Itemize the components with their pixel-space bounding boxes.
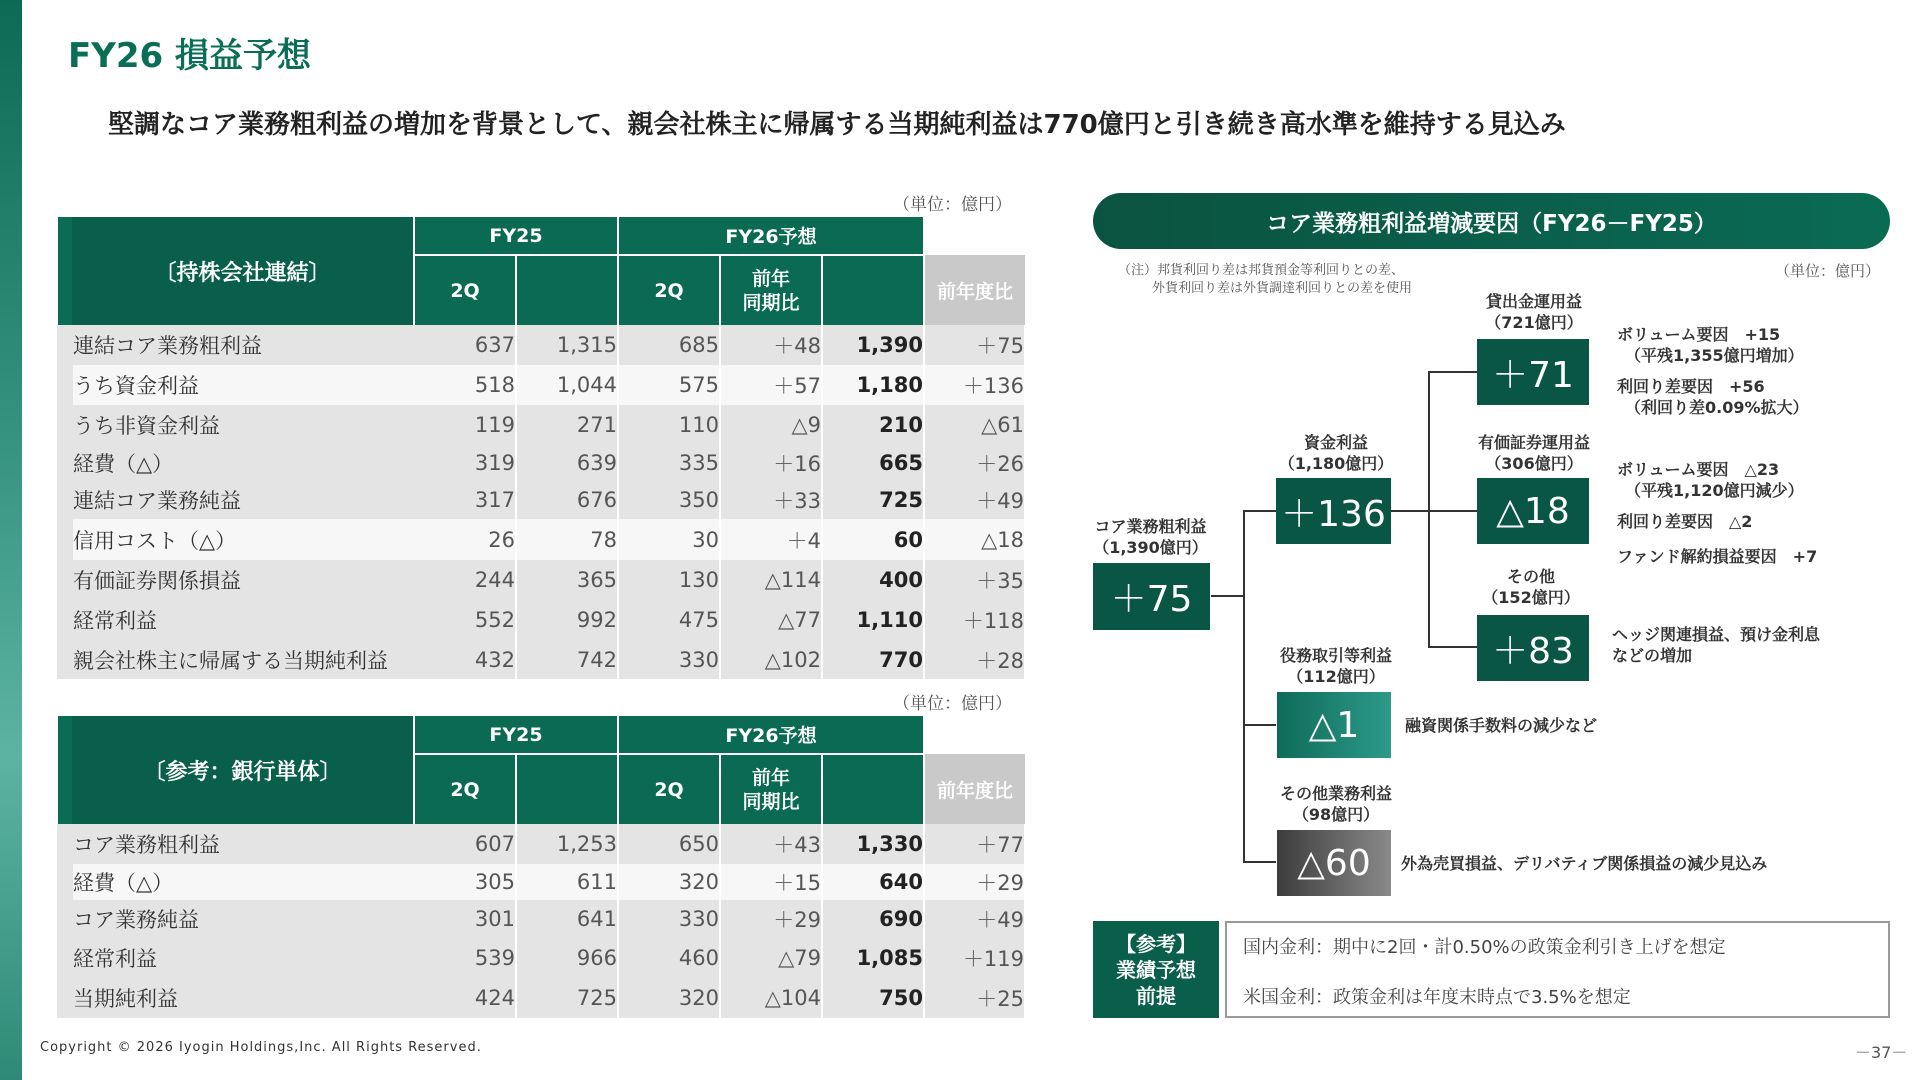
cell-fy26-yoy-half: ＋15 [720,864,822,900]
cell-fy25-2q: 539 [414,938,516,978]
reference-line-us: 米国金利：政策金利は年度末時点で3.5%を想定 [1243,987,1631,1008]
cell-fy26-2q: 110 [618,405,720,445]
securities-label: 有価証券運用益 （306億円） [1477,433,1590,473]
cell-fy26-yoy: ＋35 [924,560,1025,600]
cell-fy26-full: 665 [822,445,924,481]
cell-fy25-full: 1,044 [516,365,618,405]
reference-line-domestic: 国内金利：期中に2回・計0.50%の政策金利引き上げを想定 [1243,937,1726,958]
cell-fy26-2q: 335 [618,445,720,481]
cell-fy26-full: 1,330 [822,824,924,864]
row-label: 連結コア業務純益 [65,481,414,519]
col-2q: 2Q [414,754,516,824]
connector-line [1428,371,1477,373]
cell-fy25-full: 611 [516,864,618,900]
cell-fy26-yoy-half: △79 [720,938,822,978]
misc-value-box: △60 [1277,830,1391,896]
connector-line [1211,595,1245,597]
row-label: 当期純利益 [65,978,414,1018]
page-title: FY26 損益予想 [68,36,311,76]
cell-fy26-2q: 685 [618,325,720,365]
connector-line [1243,724,1276,726]
cell-fy26-yoy: ＋25 [924,978,1025,1018]
cell-fy25-2q: 244 [414,560,516,600]
securities-value-box: △18 [1477,478,1589,544]
connector-line [1243,861,1276,863]
table-row [65,900,1025,938]
cell-fy26-2q: 650 [618,824,720,864]
row-label: 信用コスト（△） [65,519,414,560]
factor-panel-title: コア業務粗利益増減要因（FY26－FY25） [1093,193,1890,249]
row-label: うち非資金利益 [65,405,414,445]
cell-fy25-2q: 518 [414,365,516,405]
cell-fy26-yoy: ＋28 [924,640,1025,679]
connector-line [1390,510,1429,512]
copyright: Copyright © 2026 Iyogin Holdings,Inc. All Rights Reserved. [40,1040,482,1055]
table-row [65,560,1025,600]
securities-desc: ボリューム要因 △23 （平残1,120億円減少） 利回り差要因 △2 ファンド解約損益要因 +7 [1617,460,1818,566]
table-corner-label: 〔参考：銀行単体〕 [65,716,414,824]
other-label: その他 （152億円） [1482,567,1580,607]
cell-fy26-2q: 330 [618,640,720,679]
row-label: 親会社株主に帰属する当期純利益 [65,640,414,679]
shikin-label: 資金利益 （1,180億円） [1278,433,1394,473]
consolidated-table [57,217,1026,679]
cell-fy26-yoy-half: ＋43 [720,824,822,864]
col-2q: 2Q [414,255,516,325]
cell-fy25-2q: 432 [414,640,516,679]
cell-fy26-2q: 320 [618,864,720,900]
table-row [65,405,1025,445]
fee-value-box: △1 [1277,692,1391,758]
connector-line [1428,510,1477,512]
table-row [65,519,1025,560]
cell-fy25-2q: 607 [414,824,516,864]
cell-fy26-full: 770 [822,640,924,679]
loan-value-box: ＋71 [1477,339,1589,405]
reference-heading: 【参考】 業績予想 前提 [1093,921,1219,1018]
cell-fy26-full: 400 [822,560,924,600]
cell-fy26-full: 725 [822,481,924,519]
cell-fy25-full: 78 [516,519,618,560]
cell-fy26-yoy-half: ＋33 [720,481,822,519]
cell-fy25-2q: 317 [414,481,516,519]
cell-fy26-full: 60 [822,519,924,560]
cell-fy26-2q: 330 [618,900,720,938]
fy25-header: FY25 [414,217,618,255]
row-label: うち資金利益 [65,365,414,405]
loan-desc: ボリューム要因 +15 （平残1,355億円増加） 利回り差要因 +56 （利回り差0.09%拡大） [1617,325,1809,417]
cell-fy25-2q: 119 [414,405,516,445]
cell-fy26-full: 1,110 [822,600,924,640]
cell-fy25-full: 1,253 [516,824,618,864]
cell-fy25-2q: 26 [414,519,516,560]
fy26-header: FY26予想 [618,716,924,754]
reference-content [1225,921,1890,1018]
cell-fy26-yoy: ＋77 [924,824,1025,864]
cell-fy25-2q: 305 [414,864,516,900]
cell-fy26-2q: 575 [618,365,720,405]
cell-fy26-yoy-half: △9 [720,405,822,445]
table-row [65,824,1025,864]
cell-fy26-yoy: ＋26 [924,445,1025,481]
fee-label: 役務取引等利益 （112億円） [1279,646,1392,686]
cell-fy26-2q: 30 [618,519,720,560]
loan-label: 貸出金運用益 （721億円） [1485,292,1583,332]
cell-fy26-full: 640 [822,864,924,900]
panel-unit: （単位：億円） [1775,262,1881,280]
cell-fy25-full: 992 [516,600,618,640]
connector-line [1428,646,1477,648]
cell-fy25-full: 641 [516,900,618,938]
cell-fy26-yoy: ＋136 [924,365,1025,405]
cell-fy26-2q: 320 [618,978,720,1018]
page-number: －37－ [1855,1043,1908,1062]
row-label: 経費（△） [65,864,414,900]
cell-fy26-yoy-half: ＋57 [720,365,822,405]
connector-line [1243,510,1276,512]
col-2q: 2Q [618,754,720,824]
shikin-value-box: ＋136 [1276,478,1391,544]
bank-table [57,716,1026,1018]
other-desc: ヘッジ関連損益、預け金利息 などの増加 [1612,625,1821,665]
table-corner-label: 〔持株会社連結〕 [65,217,414,325]
col-2q: 2Q [618,255,720,325]
cell-fy25-full: 639 [516,445,618,481]
cell-fy26-yoy: △61 [924,405,1025,445]
row-label: 有価証券関係損益 [65,560,414,600]
table-row [65,600,1025,640]
cell-fy25-full: 365 [516,560,618,600]
cell-fy25-full: 271 [516,405,618,445]
cell-fy25-full: 1,315 [516,325,618,365]
cell-fy26-yoy: ＋49 [924,481,1025,519]
unit-label: （単位：億円） [893,694,1012,714]
table-row [65,864,1025,900]
misc-desc: 外為売買損益、デリバティブ関係損益の減少見込み [1401,854,1768,873]
cell-fy26-yoy-half: ＋29 [720,900,822,938]
col-yoy: 前年度比 [924,255,1025,325]
cell-fy26-yoy-half: △77 [720,600,822,640]
fy25-header: FY25 [414,716,618,754]
table-row [65,978,1025,1018]
table-row [65,938,1025,978]
cell-fy25-2q: 637 [414,325,516,365]
col-yoy: 前年度比 [924,754,1025,824]
cell-fy26-yoy-half: ＋16 [720,445,822,481]
cell-fy26-full: 1,085 [822,938,924,978]
other-value-box: ＋83 [1477,615,1589,681]
page-subtitle: 堅調なコア業務粗利益の増加を背景として、親会社株主に帰属する当期純利益は770億円と引き続き高水準を維持する見込み [108,110,1566,140]
cell-fy26-yoy: ＋29 [924,864,1025,900]
row-label: 経常利益 [65,938,414,978]
cell-fy26-yoy-half: △104 [720,978,822,1018]
fee-desc: 融資関係手数料の減少など [1405,716,1598,735]
left-accent-bar [0,0,22,1080]
cell-fy26-yoy: ＋119 [924,938,1025,978]
cell-fy25-full: 725 [516,978,618,1018]
cell-fy26-full: 1,180 [822,365,924,405]
cell-fy26-full: 690 [822,900,924,938]
cell-fy25-2q: 424 [414,978,516,1018]
cell-fy26-yoy: △18 [924,519,1025,560]
cell-fy26-yoy-half: △102 [720,640,822,679]
cell-fy25-2q: 301 [414,900,516,938]
cell-fy26-2q: 460 [618,938,720,978]
cell-fy25-2q: 552 [414,600,516,640]
fy26-header: FY26予想 [618,217,924,255]
panel-note: （注）邦貨利回り差は邦貨預金等利回りとの差、 外貨利回り差は外貨調達利回りとの差を使用 [1118,263,1413,296]
cell-fy26-yoy: ＋118 [924,600,1025,640]
misc-label: その他業務利益 （98億円） [1279,784,1392,824]
root-value-box: ＋75 [1093,563,1210,630]
table-row [65,365,1025,405]
cell-fy25-full: 966 [516,938,618,978]
unit-label: （単位：億円） [893,195,1012,215]
cell-fy26-2q: 475 [618,600,720,640]
cell-fy26-yoy: ＋75 [924,325,1025,365]
col-yoy-half: 前年 同期比 [720,754,822,824]
cell-fy25-full: 742 [516,640,618,679]
table-row [65,325,1025,365]
table-row [65,640,1025,679]
cell-fy26-full: 750 [822,978,924,1018]
cell-fy25-2q: 319 [414,445,516,481]
row-label: 経常利益 [65,600,414,640]
cell-fy26-2q: 130 [618,560,720,600]
row-label: 経費（△） [65,445,414,481]
cell-fy26-full: 1,390 [822,325,924,365]
cell-fy26-yoy: ＋49 [924,900,1025,938]
cell-fy26-yoy-half: ＋4 [720,519,822,560]
cell-fy25-full: 676 [516,481,618,519]
cell-fy26-full: 210 [822,405,924,445]
table-row [65,481,1025,519]
cell-fy26-2q: 350 [618,481,720,519]
cell-fy26-yoy-half: ＋48 [720,325,822,365]
root-label: コア業務粗利益 （1,390億円） [1093,517,1208,557]
connector-line [1243,510,1245,863]
col-yoy-half: 前年 同期比 [720,255,822,325]
row-label: コア業務純益 [65,900,414,938]
table-row [65,445,1025,481]
cell-fy26-yoy-half: △114 [720,560,822,600]
row-label: 連結コア業務粗利益 [65,325,414,365]
row-label: コア業務粗利益 [65,824,414,864]
